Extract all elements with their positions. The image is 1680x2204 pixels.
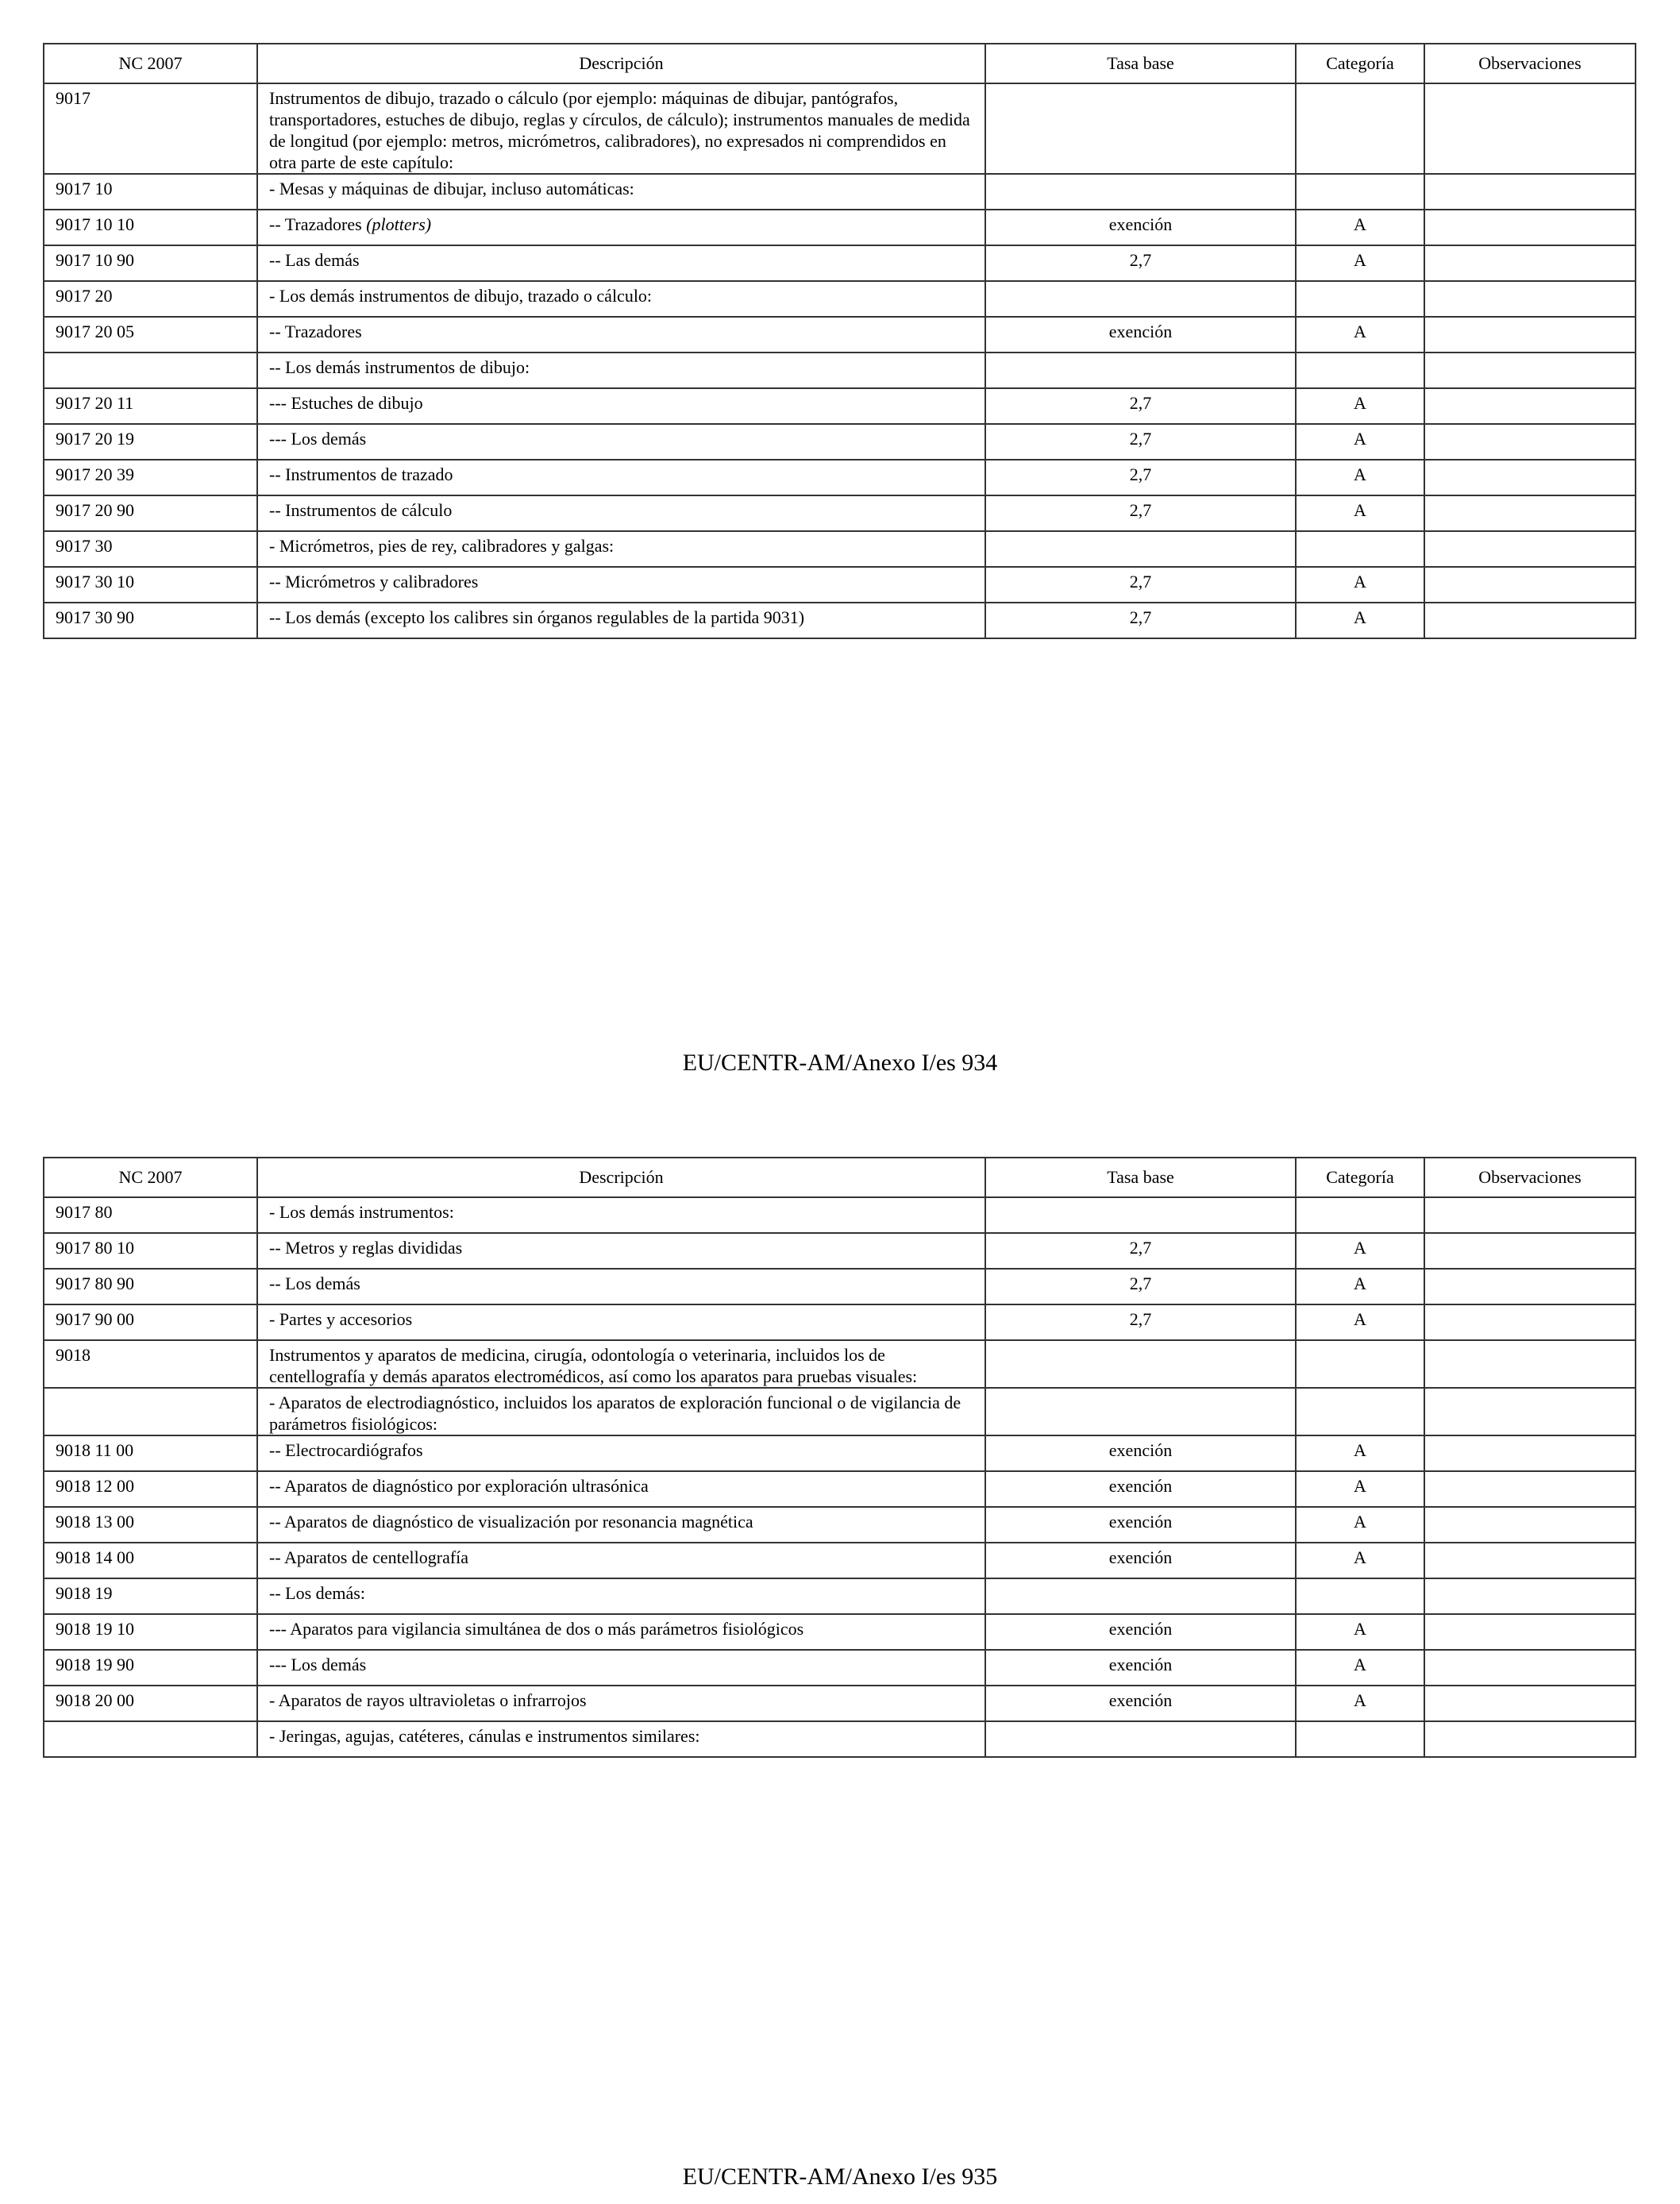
- cell-categoria-text: A: [1354, 1512, 1366, 1532]
- cell-categoria-text: A: [1354, 500, 1366, 520]
- cell-tasa-base: [985, 388, 1296, 424]
- cell-tasa-base: [985, 1233, 1296, 1269]
- cell-observaciones: [1424, 567, 1636, 603]
- cell-descripcion: [257, 1388, 985, 1435]
- cell-observaciones: [1424, 1233, 1636, 1269]
- table-row: [44, 245, 1636, 281]
- cell-descripcion: [257, 1340, 985, 1388]
- cell-descripcion-text: -- Trazadores: [269, 214, 362, 234]
- cell-nc: [44, 353, 257, 388]
- cell-tasa-base-text: 2,7: [1129, 572, 1152, 591]
- cell-categoria: [1296, 424, 1424, 460]
- cell-nc: [44, 281, 257, 317]
- cell-categoria: [1296, 1614, 1424, 1650]
- cell-nc-text: 9018 19: [56, 1583, 113, 1603]
- cell-tasa-base: [985, 1197, 1296, 1233]
- cell-categoria-text: A: [1354, 1309, 1366, 1329]
- cell-nc: [44, 1388, 257, 1435]
- cell-nc: [44, 531, 257, 567]
- cell-categoria: [1296, 1340, 1424, 1388]
- cell-observaciones: [1424, 1304, 1636, 1340]
- cell-descripcion-text: -- Instrumentos de cálculo: [269, 500, 453, 520]
- cell-nc: [44, 1471, 257, 1507]
- cell-categoria-text: A: [1354, 464, 1366, 484]
- table-row: [44, 1340, 1636, 1388]
- cell-descripcion-text: -- Metros y reglas divididas: [269, 1238, 463, 1258]
- table-body: [44, 1197, 1636, 1757]
- cell-descripcion: [257, 353, 985, 388]
- cell-observaciones: [1424, 388, 1636, 424]
- cell-observaciones: [1424, 1578, 1636, 1614]
- cell-categoria: [1296, 1543, 1424, 1578]
- cell-nc-text: 9018 11 00: [56, 1440, 134, 1460]
- cell-nc: [44, 83, 257, 174]
- cell-descripcion-text: Instrumentos y aparatos de medicina, cirugía, odontología o veterinaria, incluidos los de centellografía y demás aparatos electromédicos, así como los aparatos para pruebas visuales:: [269, 1345, 918, 1386]
- table-row: [44, 83, 1636, 174]
- cell-nc-text: 9017 90 00: [56, 1309, 134, 1329]
- cell-descripcion-text: - Aparatos de electrodiagnóstico, incluidos los aparatos de exploración funcional o de vigilancia de parámetros fisiológicos:: [269, 1393, 961, 1434]
- cell-descripcion-text: - Aparatos de rayos ultravioletas o infrarrojos: [269, 1690, 587, 1710]
- cell-categoria: [1296, 1233, 1424, 1269]
- cell-categoria: [1296, 460, 1424, 495]
- cell-observaciones: [1424, 245, 1636, 281]
- table-row: [44, 424, 1636, 460]
- cell-tasa-base-text: exención: [1108, 214, 1173, 234]
- cell-tasa-base: [985, 1269, 1296, 1304]
- cell-nc: [44, 1614, 257, 1650]
- table-header: [44, 1158, 1636, 1197]
- cell-observaciones: [1424, 1435, 1636, 1471]
- table-body: [44, 83, 1636, 638]
- cell-observaciones: [1424, 210, 1636, 245]
- page-footer: EU/CENTR-AM/Anexo I/es 934: [682, 1050, 998, 1076]
- cell-nc: [44, 603, 257, 638]
- cell-observaciones: [1424, 460, 1636, 495]
- cell-categoria: [1296, 210, 1424, 245]
- cell-descripcion: [257, 1269, 985, 1304]
- header-tasa-base: Tasa base: [985, 1158, 1296, 1197]
- cell-categoria: [1296, 1578, 1424, 1614]
- cell-categoria-text: A: [1354, 1690, 1366, 1710]
- table-row: [44, 603, 1636, 638]
- cell-nc-text: 9017 30: [56, 536, 113, 556]
- cell-nc-text: 9017 20 90: [56, 500, 134, 520]
- cell-observaciones: [1424, 281, 1636, 317]
- cell-descripcion-text: -- Micrómetros y calibradores: [269, 572, 479, 591]
- cell-descripcion: [257, 1233, 985, 1269]
- cell-nc-text: 9017 30 10: [56, 572, 134, 591]
- cell-categoria: [1296, 245, 1424, 281]
- cell-descripcion-text: -- Instrumentos de trazado: [269, 464, 453, 484]
- table-row: [44, 1543, 1636, 1578]
- cell-nc-text: 9017 20 39: [56, 464, 134, 484]
- cell-nc-text: 9017 80: [56, 1202, 113, 1222]
- cell-categoria-text: A: [1354, 1547, 1366, 1567]
- cell-categoria: [1296, 1435, 1424, 1471]
- table-row: [44, 567, 1636, 603]
- cell-descripcion-text: --- Los demás: [269, 1655, 367, 1674]
- cell-categoria-text: A: [1354, 1238, 1366, 1258]
- cell-observaciones: [1424, 353, 1636, 388]
- cell-nc-text: 9018 19 90: [56, 1655, 134, 1674]
- cell-observaciones: [1424, 1650, 1636, 1686]
- cell-nc-text: 9017 20 05: [56, 322, 134, 341]
- cell-nc: [44, 1650, 257, 1686]
- table-row: [44, 1304, 1636, 1340]
- cell-descripcion-text: - Jeringas, agujas, catéteres, cánulas e instrumentos similares:: [269, 1726, 700, 1746]
- cell-descripcion: [257, 424, 985, 460]
- cell-observaciones: [1424, 1721, 1636, 1757]
- cell-categoria: [1296, 495, 1424, 531]
- cell-tasa-base-text: exención: [1108, 1619, 1173, 1639]
- cell-nc: [44, 460, 257, 495]
- cell-categoria: [1296, 1650, 1424, 1686]
- cell-nc-text: 9017: [56, 88, 91, 108]
- cell-tasa-base-text: 2,7: [1129, 607, 1152, 627]
- cell-descripcion: [257, 317, 985, 353]
- cell-descripcion-text: -- Las demás: [269, 250, 360, 270]
- cell-nc: [44, 424, 257, 460]
- cell-nc-text: 9017 80 90: [56, 1273, 134, 1293]
- cell-descripcion: [257, 1614, 985, 1650]
- header-observaciones: Observaciones: [1424, 44, 1636, 83]
- cell-nc-text: 9017 10: [56, 179, 113, 198]
- cell-nc: [44, 1686, 257, 1721]
- cell-categoria-text: A: [1354, 322, 1366, 341]
- table-row: [44, 1471, 1636, 1507]
- cell-tasa-base: [985, 317, 1296, 353]
- table-row: [44, 1233, 1636, 1269]
- cell-nc: [44, 1578, 257, 1614]
- cell-descripcion-text: Instrumentos de dibujo, trazado o cálculo (por ejemplo: máquinas de dibujar, pantógrafos, transportadores, estuches de dibujo, reglas y círculos, de cálculo); instrumentos manuales de medida de longitud (por ejemplo: metros, micrómetros, calibradores), no expresados ni comprendidos en otra parte de este capítulo:: [269, 88, 970, 172]
- cell-categoria: [1296, 353, 1424, 388]
- cell-descripcion-text: - Mesas y máquinas de dibujar, incluso automáticas:: [269, 179, 634, 198]
- cell-descripcion-text: -- Los demás:: [269, 1583, 365, 1603]
- cell-descripcion-text: - Los demás instrumentos de dibujo, trazado o cálculo:: [269, 286, 653, 306]
- cell-tasa-base-text: 2,7: [1129, 250, 1152, 270]
- cell-observaciones: [1424, 174, 1636, 210]
- cell-descripcion: [257, 1435, 985, 1471]
- cell-categoria-text: A: [1354, 607, 1366, 627]
- cell-tasa-base-text: exención: [1108, 1512, 1173, 1532]
- cell-categoria: [1296, 83, 1424, 174]
- table-row: [44, 495, 1636, 531]
- cell-nc: [44, 1721, 257, 1757]
- cell-descripcion: [257, 388, 985, 424]
- cell-nc-text: 9018 19 10: [56, 1619, 134, 1639]
- cell-tasa-base-text: 2,7: [1129, 393, 1152, 413]
- cell-categoria: [1296, 1269, 1424, 1304]
- cell-descripcion: [257, 531, 985, 567]
- cell-descripcion: [257, 174, 985, 210]
- cell-observaciones: [1424, 1686, 1636, 1721]
- cell-tasa-base-text: 2,7: [1129, 500, 1152, 520]
- cell-tasa-base: [985, 424, 1296, 460]
- cell-categoria: [1296, 1304, 1424, 1340]
- cell-descripcion: [257, 1471, 985, 1507]
- cell-categoria-text: A: [1354, 1440, 1366, 1460]
- cell-observaciones: [1424, 1388, 1636, 1435]
- cell-descripcion-italic: (plotters): [366, 214, 432, 234]
- cell-categoria: [1296, 1471, 1424, 1507]
- cell-categoria-text: A: [1354, 1476, 1366, 1496]
- cell-nc-text: 9017 30 90: [56, 607, 134, 627]
- tariff-table-page-935: [43, 1157, 1636, 1758]
- cell-observaciones: [1424, 1340, 1636, 1388]
- cell-tasa-base: [985, 567, 1296, 603]
- header-tasa-base: Tasa base: [985, 44, 1296, 83]
- cell-tasa-base: [985, 603, 1296, 638]
- cell-tasa-base: [985, 1614, 1296, 1650]
- cell-nc-text: 9017 10 90: [56, 250, 134, 270]
- cell-categoria: [1296, 1197, 1424, 1233]
- cell-observaciones: [1424, 1614, 1636, 1650]
- cell-tasa-base: [985, 1650, 1296, 1686]
- table-row: [44, 281, 1636, 317]
- cell-nc-text: 9018: [56, 1345, 91, 1365]
- table-row: [44, 1721, 1636, 1757]
- cell-nc: [44, 317, 257, 353]
- cell-observaciones: [1424, 1471, 1636, 1507]
- cell-nc: [44, 1543, 257, 1578]
- table-row: [44, 1686, 1636, 1721]
- cell-nc-text: 9018 12 00: [56, 1476, 134, 1496]
- cell-tasa-base-text: exención: [1108, 1440, 1173, 1460]
- cell-tasa-base: [985, 495, 1296, 531]
- cell-observaciones: [1424, 83, 1636, 174]
- cell-descripcion-text: -- Los demás (excepto los calibres sin órganos regulables de la partida 9031): [269, 607, 805, 627]
- cell-descripcion: [257, 1197, 985, 1233]
- cell-categoria: [1296, 603, 1424, 638]
- cell-nc-text: 9017 10 10: [56, 214, 134, 234]
- cell-descripcion-text: --- Estuches de dibujo: [269, 393, 423, 413]
- cell-tasa-base-text: exención: [1108, 1547, 1173, 1567]
- header-nc: NC 2007: [44, 1158, 257, 1197]
- header-descripcion: Descripción: [257, 1158, 985, 1197]
- cell-nc-text: 9018 20 00: [56, 1690, 134, 1710]
- header-categoria: Categoría: [1296, 44, 1424, 83]
- cell-descripcion-text: -- Los demás instrumentos de dibujo:: [269, 357, 530, 377]
- cell-tasa-base: [985, 1721, 1296, 1757]
- cell-nc: [44, 567, 257, 603]
- cell-tasa-base: [985, 1686, 1296, 1721]
- cell-tasa-base: [985, 1507, 1296, 1543]
- table-row: [44, 460, 1636, 495]
- cell-nc-text: 9017 20 19: [56, 429, 134, 449]
- cell-categoria: [1296, 317, 1424, 353]
- cell-descripcion: [257, 281, 985, 317]
- cell-tasa-base: [985, 1435, 1296, 1471]
- cell-tasa-base-text: 2,7: [1129, 464, 1152, 484]
- cell-descripcion-text: -- Trazadores: [269, 322, 362, 341]
- cell-nc-text: 9017 20: [56, 286, 113, 306]
- cell-descripcion-text: -- Electrocardiógrafos: [269, 1440, 423, 1460]
- cell-observaciones: [1424, 603, 1636, 638]
- header-observaciones: Observaciones: [1424, 1158, 1636, 1197]
- cell-categoria-text: A: [1354, 572, 1366, 591]
- cell-nc: [44, 1233, 257, 1269]
- cell-descripcion-text: --- Aparatos para vigilancia simultánea de dos o más parámetros fisiológicos: [269, 1619, 804, 1639]
- table-row: [44, 1507, 1636, 1543]
- cell-tasa-base: [985, 531, 1296, 567]
- table-row: [44, 353, 1636, 388]
- cell-nc: [44, 210, 257, 245]
- cell-nc: [44, 1435, 257, 1471]
- cell-nc: [44, 245, 257, 281]
- cell-observaciones: [1424, 1269, 1636, 1304]
- cell-tasa-base: [985, 1471, 1296, 1507]
- cell-tasa-base: [985, 1543, 1296, 1578]
- cell-nc: [44, 1269, 257, 1304]
- table-row: [44, 174, 1636, 210]
- cell-categoria: [1296, 281, 1424, 317]
- table-row: [44, 1650, 1636, 1686]
- cell-categoria: [1296, 174, 1424, 210]
- cell-descripcion: [257, 1650, 985, 1686]
- cell-nc-text: 9017 80 10: [56, 1238, 134, 1258]
- table-row: [44, 1435, 1636, 1471]
- cell-tasa-base-text: exención: [1108, 1690, 1173, 1710]
- table-row: [44, 317, 1636, 353]
- cell-descripcion: [257, 495, 985, 531]
- cell-categoria-text: A: [1354, 1619, 1366, 1639]
- cell-nc-text: 9018 13 00: [56, 1512, 134, 1532]
- cell-nc-text: 9018 14 00: [56, 1547, 134, 1567]
- cell-descripcion: [257, 567, 985, 603]
- cell-tasa-base-text: 2,7: [1129, 1273, 1152, 1293]
- cell-nc: [44, 495, 257, 531]
- cell-categoria: [1296, 1721, 1424, 1757]
- cell-tasa-base-text: 2,7: [1129, 429, 1152, 449]
- cell-categoria: [1296, 1686, 1424, 1721]
- cell-descripcion-text: -- Los demás: [269, 1273, 360, 1293]
- cell-tasa-base: [985, 174, 1296, 210]
- cell-descripcion: [257, 1304, 985, 1340]
- cell-nc: [44, 1197, 257, 1233]
- cell-tasa-base-text: 2,7: [1129, 1238, 1152, 1258]
- cell-descripcion: [257, 1543, 985, 1578]
- cell-descripcion-text: -- Aparatos de diagnóstico de visualización por resonancia magnética: [269, 1512, 753, 1532]
- page-footer: EU/CENTR-AM/Anexo I/es 935: [682, 2164, 998, 2190]
- cell-categoria: [1296, 531, 1424, 567]
- cell-tasa-base: [985, 460, 1296, 495]
- cell-descripcion: [257, 1686, 985, 1721]
- cell-categoria: [1296, 388, 1424, 424]
- cell-categoria: [1296, 567, 1424, 603]
- tariff-table-page-934: [43, 43, 1636, 639]
- cell-descripcion: [257, 1507, 985, 1543]
- cell-tasa-base: [985, 245, 1296, 281]
- cell-nc: [44, 1507, 257, 1543]
- header-descripcion: Descripción: [257, 44, 985, 83]
- cell-descripcion: [257, 603, 985, 638]
- cell-tasa-base-text: exención: [1108, 322, 1173, 341]
- cell-observaciones: [1424, 317, 1636, 353]
- table-row: [44, 531, 1636, 567]
- cell-nc: [44, 1340, 257, 1388]
- cell-descripcion-text: - Los demás instrumentos:: [269, 1202, 454, 1222]
- cell-nc-text: 9017 20 11: [56, 393, 134, 413]
- cell-tasa-base: [985, 1388, 1296, 1435]
- table-row: [44, 210, 1636, 245]
- cell-observaciones: [1424, 495, 1636, 531]
- table-row: [44, 388, 1636, 424]
- cell-nc: [44, 388, 257, 424]
- table-row: [44, 1388, 1636, 1435]
- cell-observaciones: [1424, 531, 1636, 567]
- cell-tasa-base-text: 2,7: [1129, 1309, 1152, 1329]
- cell-tasa-base: [985, 1340, 1296, 1388]
- cell-descripcion: [257, 210, 985, 245]
- cell-observaciones: [1424, 1507, 1636, 1543]
- cell-nc: [44, 174, 257, 210]
- cell-tasa-base: [985, 1304, 1296, 1340]
- cell-descripcion: [257, 1578, 985, 1614]
- cell-categoria-text: A: [1354, 250, 1366, 270]
- cell-tasa-base: [985, 281, 1296, 317]
- header-categoria: Categoría: [1296, 1158, 1424, 1197]
- cell-tasa-base: [985, 83, 1296, 174]
- cell-nc: [44, 1304, 257, 1340]
- cell-descripcion: [257, 83, 985, 174]
- cell-observaciones: [1424, 1197, 1636, 1233]
- cell-descripcion: [257, 460, 985, 495]
- cell-descripcion-text: - Micrómetros, pies de rey, calibradores y galgas:: [269, 536, 615, 556]
- cell-categoria-text: A: [1354, 429, 1366, 449]
- cell-descripcion: [257, 1721, 985, 1757]
- cell-descripcion-text: -- Aparatos de centellografía: [269, 1547, 469, 1567]
- table-row: [44, 1269, 1636, 1304]
- cell-descripcion-text: -- Aparatos de diagnóstico por exploración ultrasónica: [269, 1476, 649, 1496]
- cell-categoria: [1296, 1507, 1424, 1543]
- table-row: [44, 1614, 1636, 1650]
- cell-categoria-text: A: [1354, 1655, 1366, 1674]
- table-row: [44, 1197, 1636, 1233]
- cell-descripcion-text: --- Los demás: [269, 429, 367, 449]
- cell-observaciones: [1424, 424, 1636, 460]
- cell-descripcion-text: - Partes y accesorios: [269, 1309, 413, 1329]
- cell-tasa-base: [985, 1578, 1296, 1614]
- cell-categoria-text: A: [1354, 1273, 1366, 1293]
- table-row: [44, 1578, 1636, 1614]
- header-nc: NC 2007: [44, 44, 257, 83]
- cell-categoria: [1296, 1388, 1424, 1435]
- cell-categoria-text: A: [1354, 214, 1366, 234]
- cell-categoria-text: A: [1354, 393, 1366, 413]
- cell-tasa-base-text: exención: [1108, 1655, 1173, 1674]
- cell-tasa-base: [985, 210, 1296, 245]
- cell-descripcion: [257, 245, 985, 281]
- table-header: [44, 44, 1636, 83]
- cell-tasa-base: [985, 353, 1296, 388]
- cell-observaciones: [1424, 1543, 1636, 1578]
- cell-tasa-base-text: exención: [1108, 1476, 1173, 1496]
